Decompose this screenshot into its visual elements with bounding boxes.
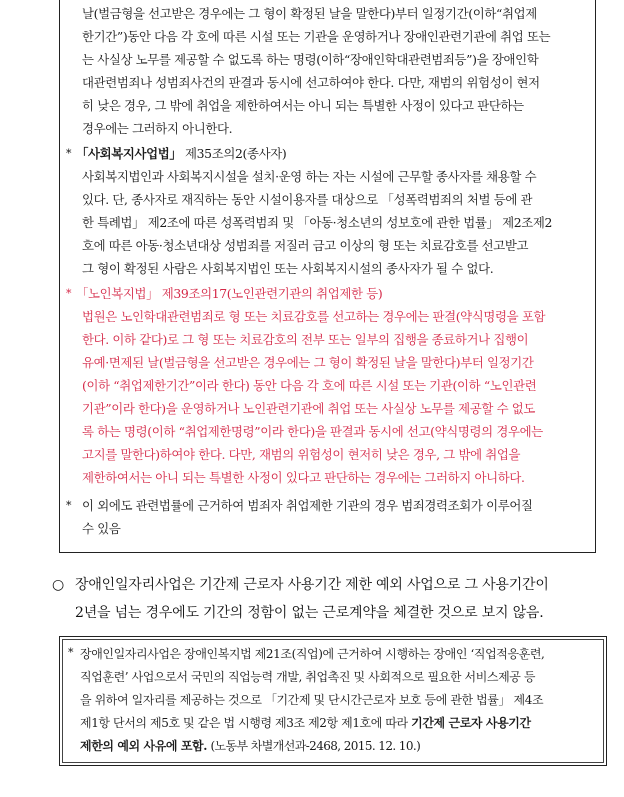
law-title: 「노인복지법」 [76, 286, 159, 301]
asterisk-bullet: * [66, 499, 72, 512]
item-line: 고지를 말한다)하여야 한다. 다만, 재범의 위험성이 현저히 낮은 경우, 그 밖에 취업을 [82, 447, 521, 462]
item-line: 있다. 단, 종사자로 재직하는 동안 시설이용자를 대상으로 「성폭력범죄의 처벌 등에 관 [82, 192, 533, 207]
paragraph-line: 경우에는 그러하지 아니한다. [82, 121, 233, 136]
statement-line: 2년을 넘는 경우에도 기간의 정함이 없는 근로계약을 체결한 것으로 보지 않음. [75, 605, 544, 621]
note-line: 장애인일자리사업은 장애인복지법 제21조(직업)에 근거하여 시행하는 장애인 ‘직업적응훈련, [80, 647, 545, 661]
item-line: 그 형이 확정된 사람은 사회복지법인 또는 사회복지시설의 종사자가 될 수 없다. [82, 261, 494, 276]
note-line: 직업훈련’ 사업으로서 국민의 직업능력 개발, 취업촉진 및 사회적으로 필요한 서비스제공 등 [80, 670, 536, 684]
note-line [80, 735, 602, 757]
item-heading [76, 284, 590, 304]
law-title: 「사회복지사업법」 [76, 146, 182, 161]
circle-bullet: ○ [52, 577, 65, 593]
item-heading [76, 144, 590, 164]
asterisk-bullet: * [66, 287, 72, 300]
note-emphasis: 기간제 근로자 사용기간 [411, 716, 531, 730]
note-line: 을 위하여 일자리를 제공하는 것으로 「기간제 및 단시간근로자 보호 등에 관한 법률」 제4조 [80, 693, 544, 707]
item-line: 법원은 노인학대관련범죄로 형 또는 치료감호를 선고하는 경우에는 판결(약식명령을 포함 [82, 309, 546, 324]
law-article: 제35조의2(종사자) [185, 146, 287, 161]
paragraph-line: 대관련범죄나 성범죄사건의 판결과 동시에 선고하여야 한다. 다만, 재범의 위험성이 현저 [82, 75, 540, 90]
asterisk-bullet: * [68, 646, 74, 659]
paragraph-line: 히 낮은 경우, 그 밖에 취업을 제한하여서는 아니 되는 특별한 사정이 있다고 판단하는 [82, 98, 524, 113]
paragraph-line: 한기간”)동안 다음 각 호에 따른 시설 또는 기관을 운영하거나 장애인관련기관에 취업 또는 [82, 29, 551, 44]
item-line: 기관”이라 한다)을 운영하거나 노인관련기관에 취업 또는 사실상 노무를 제공할 수 없도 [82, 401, 536, 416]
item-line: (이하 “취업제한기간”이라 한다) 동안 다음 각 호에 따른 시설 또는 기관(이하 “노인관련 [82, 378, 537, 393]
note-line [80, 712, 602, 734]
item-line: 한 특례법」 제2조에 따른 성폭력범죄 및 「아동·청소년의 성보호에 관한 법률」 제2조제2 [82, 215, 553, 230]
note-citation: (노동부 차별개선과-2468, 2015. 12. 10.) [210, 739, 421, 753]
note-box [59, 636, 607, 766]
item-line: 이 외에도 관련법률에 근거하여 범죄자 취업제한 기관의 경우 범죄경력조회가 이루어질 [82, 498, 533, 513]
note-text: 제1항 단서의 제5호 및 같은 법 시행령 제3조 제2항 제1호에 따라 [80, 716, 408, 730]
paragraph-line: 날(벌금형을 선고받은 경우에는 그 형이 확정된 날을 말한다)부터 일정기간(이하“취업제 [82, 6, 537, 21]
law-excerpt-box [59, 0, 596, 553]
item-line: 호에 따른 아동·청소년대상 성범죄를 저질러 금고 이상의 형 또는 치료감호를 선고받고 [82, 238, 529, 253]
note-emphasis: 제한의 예외 사유에 포함. [80, 739, 208, 753]
item-line: 록 하는 명령(이하 “취업제한명령”이라 한다)을 판결과 동시에 선고(약식명령의 경우에는 [82, 424, 543, 439]
paragraph-line: 는 사실상 노무를 제공할 수 없도록 하는 명령(이하“장애인학대관련범죄등”)을 장애인학 [82, 52, 539, 67]
item-line: 사회복지법인과 사회복지시설을 설치·운영 하는 자는 시설에 근무할 종사자를 채용할 수 [82, 169, 537, 184]
item-line: 유예·면제된 날(벌금형을 선고받은 경우에는 그 형이 확정된 날을 말한다)부터 일정기간 [82, 355, 534, 370]
law-article: 제39조의17(노인관련기관의 취업제한 등) [161, 286, 383, 301]
item-line: 수 있음 [82, 521, 121, 536]
asterisk-bullet: * [66, 147, 72, 160]
item-line: 제한하여서는 아니 되는 특별한 사정이 있다고 판단하는 경우에는 그러하지 아니하다. [82, 470, 525, 485]
statement-line: 장애인일자리사업은 기간제 근로자 사용기간 제한 예외 사업으로 그 사용기간이 [75, 577, 549, 593]
item-line: 한다. 이하 같다)로 그 형 또는 치료감호의 전부 또는 일부의 집행을 종료하거나 집행이 [82, 332, 529, 347]
